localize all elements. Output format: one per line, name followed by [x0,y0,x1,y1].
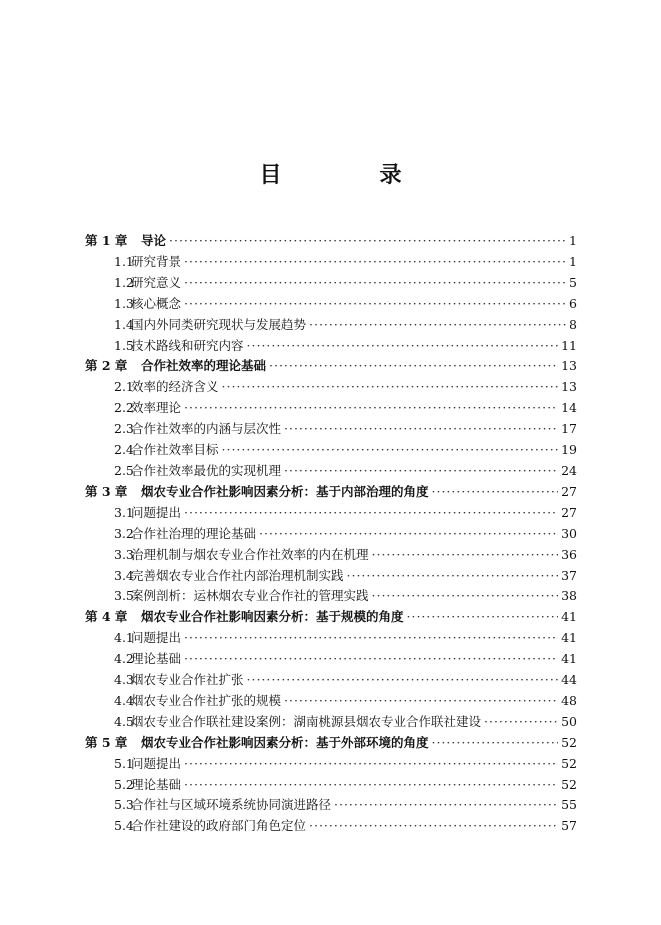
toc-entry-number: 5.2 [114,776,134,792]
toc-dot-leader [432,484,559,499]
toc-entry-page: 27 [561,504,577,520]
toc-entry-number: 3.4 [114,567,134,583]
toc-dot-leader [372,588,559,603]
toc-entry-title: 烟农专业合作社影响因素分析：基于规模的角度 [141,609,404,625]
toc-section-entry[interactable] [85,691,577,712]
toc-dot-leader [184,275,566,290]
toc-section-entry[interactable] [85,461,577,482]
toc-entry-page: 24 [561,462,577,478]
toc-entry-page: 37 [561,567,577,583]
toc-dot-leader [484,714,558,729]
toc-entry-page: 27 [561,483,577,499]
toc-entry-title: 合作社效率目标 [131,442,219,458]
toc-entry-page: 11 [561,337,577,353]
toc-entry-page: 41 [561,609,577,625]
toc-entry-page: 13 [561,379,577,395]
toc-entry-number: 2.2 [114,400,134,416]
toc-entry-page: 6 [569,295,577,311]
toc-dot-leader [247,672,559,687]
toc-entry-title: 效率的经济含义 [131,379,219,395]
toc-entry-title: 核心概念 [131,295,182,311]
toc-dot-leader [184,505,558,520]
toc-entry-number: 第 4 章 [85,609,128,625]
page-title: 目 录 [259,162,440,188]
toc-chapter-entry[interactable] [85,231,577,252]
toc-entry-number: 5.4 [114,818,134,834]
toc-entry-number: 第 5 章 [85,734,128,750]
toc-entry-title: 案例剖析：运林烟农专业合作社的管理实践 [131,588,369,604]
toc-entry-number: 第 2 章 [85,358,128,374]
toc-chapter-entry[interactable] [85,607,577,628]
toc-entry-number: 2.1 [114,379,134,395]
toc-dot-leader [222,442,559,457]
toc-entry-number: 1.2 [114,274,134,290]
toc-entry-number: 4.2 [114,651,134,667]
toc-dot-leader [432,735,559,750]
toc-entry-page: 5 [569,274,577,290]
toc-entry-title: 技术路线和研究内容 [131,337,244,353]
toc-section-entry[interactable] [85,524,577,545]
toc-entry-title: 理论基础 [131,776,182,792]
toc-dot-leader [309,818,558,833]
toc-section-entry[interactable] [85,419,577,440]
toc-dot-leader [372,547,559,562]
toc-section-entry[interactable] [85,377,577,398]
toc-section-entry[interactable] [85,816,577,837]
toc-entry-title: 合作社与区域环境系统协同演进路径 [131,797,332,813]
toc-chapter-entry[interactable] [85,356,577,377]
toc-entry-number: 3.2 [114,525,134,541]
toc-entry-title: 烟农专业合作联社建设案例：湖南桃源县烟农专业合作联社建设 [131,713,482,729]
toc-section-entry[interactable] [85,566,577,587]
toc-entry-title: 合作社效率的内涵与层次性 [131,421,282,437]
toc-dot-leader [222,379,559,394]
toc-entry-page: 50 [561,713,577,729]
toc-entry-title: 烟农专业合作社扩张 [131,672,244,688]
toc-dot-leader [407,609,559,624]
toc-section-entry[interactable] [85,336,577,357]
toc-section-entry[interactable] [85,252,577,273]
toc-entry-title: 效率理论 [131,400,182,416]
toc-section-entry[interactable] [85,315,577,336]
toc-entry-page: 55 [561,797,577,813]
toc-entry-page: 19 [561,442,577,458]
toc-dot-leader [347,568,559,583]
toc-entry-page: 52 [561,776,577,792]
toc-entry-page: 17 [561,421,577,437]
toc-entry-page: 44 [561,672,577,688]
toc-entry-number: 1.5 [114,337,134,353]
toc-entry-page: 41 [561,630,577,646]
toc-dot-leader [184,630,558,645]
toc-entry-number: 2.5 [114,462,134,478]
toc-entry-page: 1 [569,233,577,248]
toc-entry-number: 3.1 [114,504,134,520]
toc-entry-page: 30 [561,525,577,541]
toc-entry-page: 8 [569,316,577,332]
toc-entry-number: 1.4 [114,316,134,332]
toc-entry-title: 问题提出 [131,755,182,771]
toc-dot-leader [284,421,558,436]
toc-dot-leader [169,233,566,248]
toc-entry-title: 烟农专业合作社扩张的规模 [131,692,282,708]
toc-entry-title: 问题提出 [131,504,182,520]
toc-entry-number: 4.4 [114,692,134,708]
toc-entry-title: 合作社治理的理论基础 [131,525,257,541]
toc-entry-title: 研究意义 [131,274,182,290]
toc-section-entry[interactable] [85,586,577,607]
toc-section-entry[interactable] [85,795,577,816]
toc-entry-title: 理论基础 [131,651,182,667]
toc-entry-page: 52 [561,734,577,750]
toc-section-entry[interactable] [85,503,577,524]
toc-dot-leader [247,338,559,353]
toc-dot-leader [269,358,558,373]
toc-entry-number: 第 3 章 [85,483,128,499]
toc-chapter-entry[interactable] [85,482,577,503]
toc-entry-page: 1 [569,253,577,269]
toc-dot-leader [184,756,558,771]
toc-dot-leader [284,463,558,478]
toc-section-entry[interactable] [85,754,577,775]
toc-dot-leader [184,777,558,792]
toc-entry-number: 2.3 [114,421,134,437]
toc-dot-leader [259,526,558,541]
toc-entry-title: 合作社效率的理论基础 [141,358,267,374]
toc-section-entry[interactable] [85,440,577,461]
toc-entry-number: 4.1 [114,630,134,646]
toc-entry-number: 2.4 [114,442,134,458]
toc-entry-title: 烟农专业合作社影响因素分析：基于内部治理的角度 [141,483,429,499]
toc-section-entry[interactable] [85,294,577,315]
toc-entry-number: 3.3 [114,546,134,562]
toc-entry-number: 1.3 [114,295,134,311]
toc-entry-page: 57 [561,818,577,834]
toc-entry-title: 国内外同类研究现状与发展趋势 [131,316,307,332]
toc-section-entry[interactable] [85,670,577,691]
toc-entry-title: 研究背景 [131,253,182,269]
toc-entry-page: 48 [561,692,577,708]
toc-section-entry[interactable] [85,712,577,733]
toc-entry-number: 1.1 [114,253,134,269]
toc-chapter-entry[interactable] [85,733,577,754]
toc-entry-title: 烟农专业合作社影响因素分析：基于外部环境的角度 [141,734,429,750]
toc-entry-page: 13 [561,358,577,374]
toc-dot-leader [309,317,566,332]
toc-entry-number: 第 1 章 [85,233,128,248]
toc-entry-title: 合作社建设的政府部门角色定位 [131,818,307,834]
toc-entry-page: 41 [561,651,577,667]
toc-entry-page: 52 [561,755,577,771]
toc-entry-number: 4.5 [114,713,134,729]
toc-entry-title: 导论 [141,233,167,248]
toc-dot-leader [184,651,558,666]
toc-entry-title: 问题提出 [131,630,182,646]
toc-entry-number: 3.5 [114,588,134,604]
toc-entry-title: 合作社效率最优的实现机理 [131,462,282,478]
table-of-contents [85,231,577,837]
toc-dot-leader [284,693,558,708]
toc-entry-page: 38 [561,588,577,604]
toc-entry-page: 14 [561,400,577,416]
toc-entry-title: 完善烟农专业合作社内部治理机制实践 [131,567,344,583]
toc-section-entry[interactable] [85,545,577,566]
toc-dot-leader [184,254,566,269]
toc-section-entry[interactable] [85,775,577,796]
toc-entry-number: 5.1 [114,755,134,771]
toc-entry-page: 36 [561,546,577,562]
toc-section-entry[interactable] [85,273,577,294]
toc-entry-number: 5.3 [114,797,134,813]
toc-entry-number: 4.3 [114,672,134,688]
toc-section-entry[interactable] [85,628,577,649]
toc-section-entry[interactable] [85,398,577,419]
toc-dot-leader [334,797,558,812]
toc-section-entry[interactable] [85,649,577,670]
toc-entry-title: 治理机制与烟农专业合作社效率的内在机理 [131,546,369,562]
toc-dot-leader [184,296,566,311]
toc-dot-leader [184,400,558,415]
